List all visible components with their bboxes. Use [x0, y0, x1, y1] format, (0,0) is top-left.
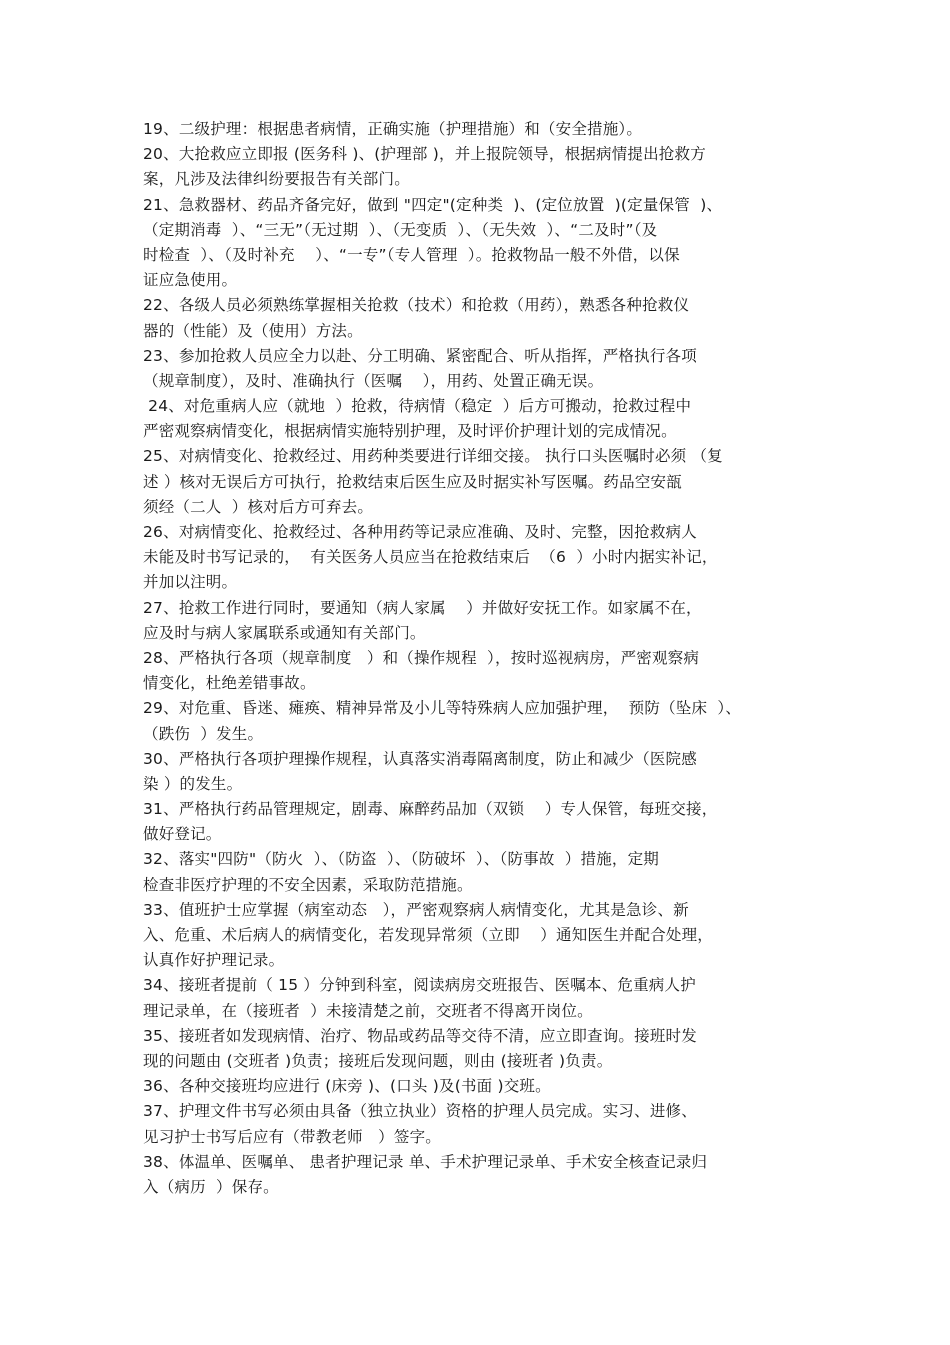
question-text-line: 35、接班者如发现病情、治疗、物品或药品等交待不清，应立即查询。接班时发: [143, 1026, 697, 1045]
question-text-line: 25、对病情变化、抢救经过、用药种类要进行详细交接。 执行口头医嘱时必须 （复: [143, 447, 723, 466]
question-text-line: 时检查 ）、（及时补充 ）、“一专”（专人管理 ）。抢救物品一般不外借，以保: [143, 245, 680, 264]
question-item-32: [143, 847, 813, 897]
question-text-line: 器的（性能）及（使用）方法。: [143, 321, 363, 340]
question-item-26: [143, 520, 813, 596]
question-text-line: 38、体温单、医嘱单、 患者护理记录 单、手术护理记录单、手术安全核查记录归: [143, 1152, 708, 1171]
question-item-25: [143, 444, 813, 520]
question-item-37: [143, 1099, 813, 1149]
question-item-27: [143, 596, 813, 646]
question-text-line: 31、严格执行药品管理规定，剧毒、麻醉药品加（双锁 ）专人保管，每班交接，: [143, 800, 718, 819]
question-item-24: [143, 394, 813, 444]
question-text-line: 19、二级护理：根据患者病情，正确实施（护理措施）和（安全措施）。: [143, 120, 643, 138]
question-item-31: [143, 797, 813, 847]
question-text-line: 证应急使用。: [143, 271, 238, 290]
question-text-line: 36、各种交接班均应进行 (床旁 )、(口头 )及(书面 )交班。: [143, 1077, 551, 1096]
question-item-34: [143, 973, 813, 1023]
question-text-line: 染 ）的发生。: [143, 774, 243, 793]
question-text-line: 入（病历 ）保存。: [143, 1177, 279, 1196]
question-item-28: [143, 646, 813, 696]
question-item-33: [143, 898, 813, 974]
question-text-line: 23、参加抢救人员应全力以赴、分工明确、紧密配合、听从指挥，严格执行各项: [143, 346, 697, 365]
question-text-line: 认真作好护理记录。: [143, 951, 285, 970]
question-text-line: 21、急救器材、药品齐备完好，做到 "四定"(定种类 )、(定位放置 )(定量保管 )、: [143, 195, 723, 214]
question-text-line: 做好登记。: [143, 825, 222, 844]
question-item-29: [143, 696, 813, 746]
question-item-35: [143, 1024, 813, 1074]
question-text-line: 现的问题由 (交班者 )负责；接班后发现问题，则由 (接班者 )负责。: [143, 1051, 613, 1070]
question-item-19: [143, 117, 813, 142]
question-item-36: [143, 1074, 813, 1099]
question-item-21: [143, 193, 813, 294]
question-text-line: 理记录单，在（接班者 ）未接清楚之前，交班者不得离开岗位。: [143, 1001, 593, 1020]
question-text-line: （定期消毒 ）、“三无”（无过期 ）、（无变质 ）、（无失效 ）、“二及时”（及: [143, 220, 658, 239]
question-text-line: 37、护理文件书写必须由具备（独立执业）资格的护理人员完成。实习、进修、: [143, 1102, 697, 1121]
question-text-line: 述 ）核对无误后方可执行，抢救结束后医生应及时据实补写医嘱。药品空安瓿: [143, 472, 682, 491]
question-text-line: 33、值班护士应掌握（病室动态 ），严密观察病人病情变化，尤其是急诊、新: [143, 900, 689, 919]
question-text-line: 并加以注明。: [143, 573, 238, 592]
question-text-line: （跌伤 ）发生。: [143, 724, 264, 743]
question-text-line: 32、落实"四防"（防火 ）、（防盗 ）、（防破坏 ）、（防事故 ）措施，定期: [143, 850, 660, 869]
question-item-20: [143, 142, 813, 192]
question-text-line: （规章制度），及时、准确执行（医嘱 ），用药、处置正确无误。: [143, 371, 604, 390]
question-text-line: 27、抢救工作进行同时，要通知（病人家属 ）并做好安抚工作。如家属不在，: [143, 598, 702, 617]
question-text-line: 24、对危重病人应（就地 ）抢救，待病情（稳定 ）后方可搬动，抢救过程中: [143, 397, 692, 416]
question-text-line: 严密观察病情变化，根据病情实施特别护理，及时评价护理计划的完成情况。: [143, 422, 677, 441]
question-text-line: 28、严格执行各项（规章制度 ）和（操作规程 ），按时巡视病房，严密观察病: [143, 648, 700, 667]
question-text-line: 30、严格执行各项护理操作规程，认真落实消毒隔离制度，防止和减少（医院感: [143, 749, 697, 768]
question-text-line: 入、危重、术后病人的病情变化，若发现异常须（立即 ）通知医生并配合处理，: [143, 926, 714, 944]
question-text-line: 26、对病情变化、抢救经过、各种用药等记录应准确、及时、完整，因抢救病人: [143, 523, 697, 541]
question-item-22: [143, 293, 813, 343]
question-text-line: 案，凡涉及法律纠纷要报告有关部门。: [143, 170, 410, 189]
question-text-line: 22、各级人员必须熟练掌握相关抢救（技术）和抢救（用药），熟悉各种抢救仪: [143, 296, 690, 315]
question-text-line: 34、接班者提前（ 15 ）分钟到科室，阅读病房交班报告、医嘱本、危重病人护: [143, 976, 696, 995]
question-text-line: 见习护士书写后应有（带教老师 ）签字。: [143, 1127, 441, 1146]
question-text-line: 情变化，杜绝差错事故。: [143, 674, 316, 693]
question-item-23: [143, 344, 813, 394]
question-text-line: 检查非医疗护理的不安全因素，采取防范措施。: [143, 875, 473, 894]
question-text-line: 29、对危重、昏迷、瘫痪、精神异常及小儿等特殊病人应加强护理， 预防（坠床 ）、: [143, 699, 742, 718]
question-text-line: 未能及时书写记录的， 有关医务人员应当在抢救结束后 （6 ）小时内据实补记，: [143, 548, 718, 567]
question-text-line: 应及时与病人家属联系或通知有关部门。: [143, 623, 426, 642]
document-body: [143, 117, 813, 1200]
question-text-line: 须经（二人 ）核对后方可弃去。: [143, 497, 374, 516]
question-item-30: [143, 747, 813, 797]
question-item-38: [143, 1150, 813, 1200]
question-text-line: 20、大抢救应立即报 (医务科 )、(护理部 )，并上报院领导，根据病情提出抢救方: [143, 145, 706, 164]
